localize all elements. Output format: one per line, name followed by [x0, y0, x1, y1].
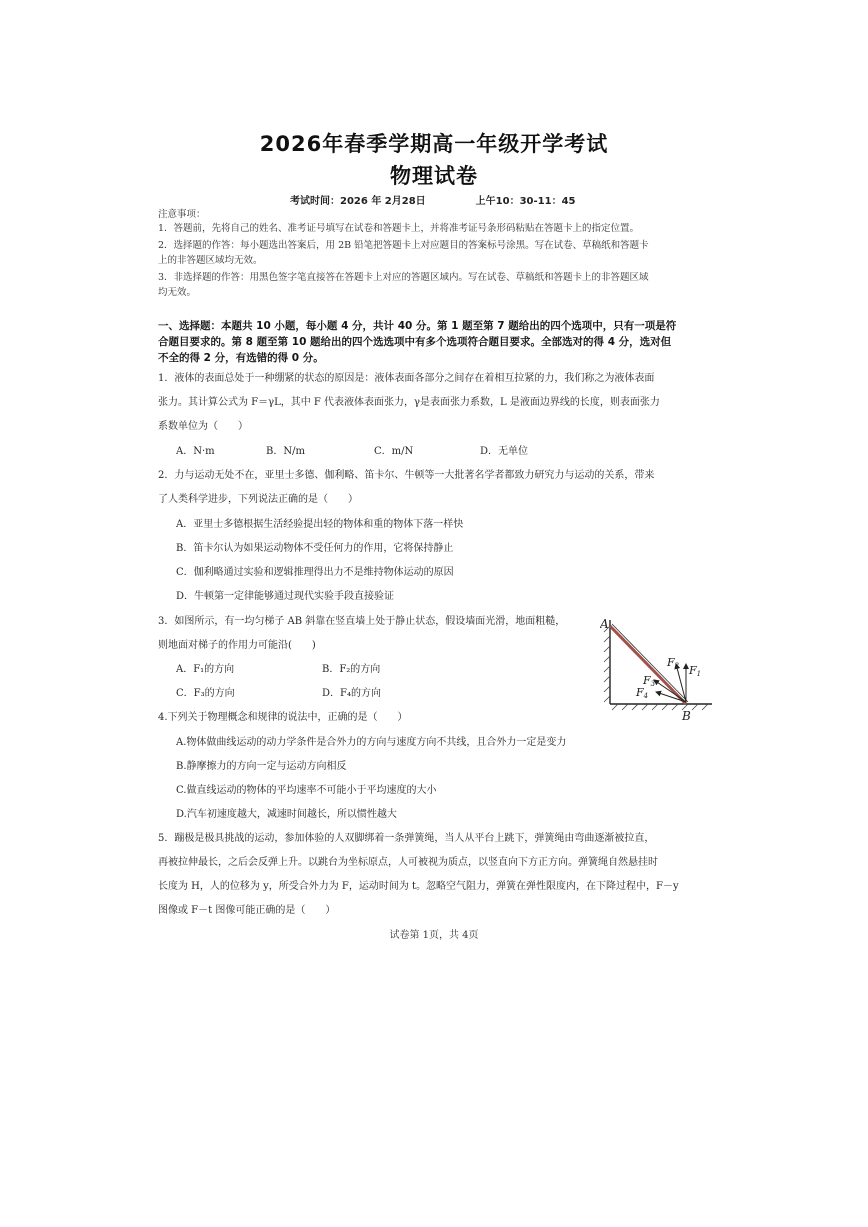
exam-time-line: [290, 192, 576, 207]
question-4-stem: 4.下列关于物理概念和规律的说法中，正确的是（ ）: [158, 712, 408, 723]
section-heading-line: 合题目要求的。第 8 题至第 10 题给出的四个选选项中有多个选项符合题目要求。全部选对的得 4 分，选对但: [158, 336, 672, 348]
q2-option-a: A．亚里士多德根据生活经验提出轻的物体和重的物体下落一样快: [176, 519, 464, 530]
question-3-line: 则地面对梯子的作用力可能沿( ): [158, 640, 316, 651]
force-f4-label: F4: [636, 686, 649, 700]
q3-option-b: B．F₂的方向: [322, 664, 381, 675]
question-5-line: 再被拉伸最长，之后会反弹上升。以跳台为坐标原点，人可被视为质点，以竖直向下方正方向。弹簧绳自然悬挂时: [158, 857, 658, 868]
q2-option-c: C．伽利略通过实验和逻辑推理得出力不是维持物体运动的原因: [176, 567, 454, 578]
q3-option-d: D．F₄的方向: [322, 688, 381, 699]
q4-option-a: A.物体做曲线运动的动力学条件是合外力的方向与速度方向不共线，且合外力一定是变力: [176, 737, 567, 748]
q1-option-c: C．m/N: [374, 446, 414, 457]
notice-line: 3．非选择题的作答：用黑色签字笔直接答在答题卡上对应的答题区域内。写在试卷、草稿纸和答题卡上的非答题区域: [158, 272, 649, 283]
question-1-line: 系数单位为（ ）: [158, 421, 248, 432]
q3-option-c: C．F₃的方向: [176, 688, 235, 699]
q4-option-d: D.汽车初速度越大，减速时间越长，所以惯性越大: [176, 809, 397, 820]
section-heading-line: 不全的得 2 分，有选错的得 0 分。: [158, 352, 324, 364]
notice-line: 1．答题前，先将自己的姓名、准考证号填写在试卷和答题卡上，并将准考证号条形码粘贴在答题卡上的指定位置。: [158, 223, 640, 234]
q1-option-d: D．无单位: [480, 446, 529, 457]
q2-option-d: D．牛顿第一定律能够通过现代实验手段直接验证: [176, 591, 395, 602]
question-1-line: 1．液体的表面总处于一种绷紧的状态的原因是：液体表面各部分之间存在着相互拉紧的力，我们称之为液体表面: [158, 373, 655, 384]
page-footer: 试卷第 1页，共 4页: [389, 930, 479, 941]
q2-option-b: B．笛卡尔认为如果运动物体不受任何力的作用，它将保持静止: [176, 543, 454, 554]
question-5-line: 5．蹦极是极具挑战的运动，参加体验的人双脚绑着一条弹簧绳，当人从平台上跳下，弹簧绳由弯曲逐渐被拉直，: [158, 833, 655, 844]
question-5-line: 长度为 H，人的位移为 y，所受合外力为 F，运动时间为 t。忽略空气阻力，弹簧在弹性限度内，在下降过程中，F－y: [158, 881, 679, 892]
force-f3-label: F3: [643, 674, 656, 688]
section-heading-line: 一、选择题：本题共 10 小题，每小题 4 分，共计 40 分。第 1 题至第 7 题给出的四个选项中，只有一项是符: [158, 320, 677, 332]
q3-option-a: A．F₁的方向: [176, 664, 235, 675]
notice-line: 上的非答题区域均无效。: [158, 255, 263, 266]
exam-session: 上午10：30-11：45: [475, 196, 576, 207]
question-2-line: 了人类科学进步，下列说法正确的是（ ）: [158, 494, 358, 505]
question-2-line: 2．力与运动无处不在，亚里士多德、伽利略、笛卡尔、牛顿等一大批著名学者都致力研究力与运动的关系，带来: [158, 470, 655, 481]
force-f4-arrow: [656, 692, 686, 702]
notice-line: 均无效。: [158, 287, 197, 298]
q1-option-a: A．N·m: [176, 446, 215, 457]
wall-hatching: [604, 626, 610, 702]
notice-heading: 注意事项：: [158, 209, 206, 220]
point-a-label: A: [600, 617, 609, 631]
subject-title: 物理试卷: [390, 164, 478, 188]
question-1-line: 张力。其计算公式为 F＝γL，其中 F 代表液体表面张力，γ是表面张力系数，L 是液面边界线的长度，则表面张力: [158, 397, 660, 408]
question-3-line: 3．如图所示，有一均匀梯子 AB 斜靠在竖直墙上处于静止状态，假设墙面光滑，地面粗糙，: [158, 616, 566, 627]
point-b-label: B: [682, 709, 691, 722]
q4-option-c: C.做直线运动的物体的平均速率不可能小于平均速度的大小: [176, 785, 437, 796]
question-5-line: 图像或 F－t 图像可能正确的是（ ）: [158, 905, 336, 916]
notice-line: 2．选择题的作答：每小题选出答案后，用 2B 铅笔把答题卡上对应题目的答案标号涂黑。写在试卷、草稿纸和答题卡: [158, 240, 649, 251]
ladder-figure: [600, 612, 720, 722]
ground-hatching: [612, 704, 708, 710]
exam-title: 2026年春季学期高一年级开学考试: [259, 132, 609, 156]
exam-date: 考试时间：2026 年 2月28日: [290, 196, 426, 207]
q1-option-b: B．N/m: [266, 446, 305, 457]
force-f2-label: F2: [667, 656, 680, 670]
force-f1-label: F1: [689, 664, 702, 678]
q4-option-b: B.静摩擦力的方向一定与运动方向相反: [176, 761, 347, 772]
